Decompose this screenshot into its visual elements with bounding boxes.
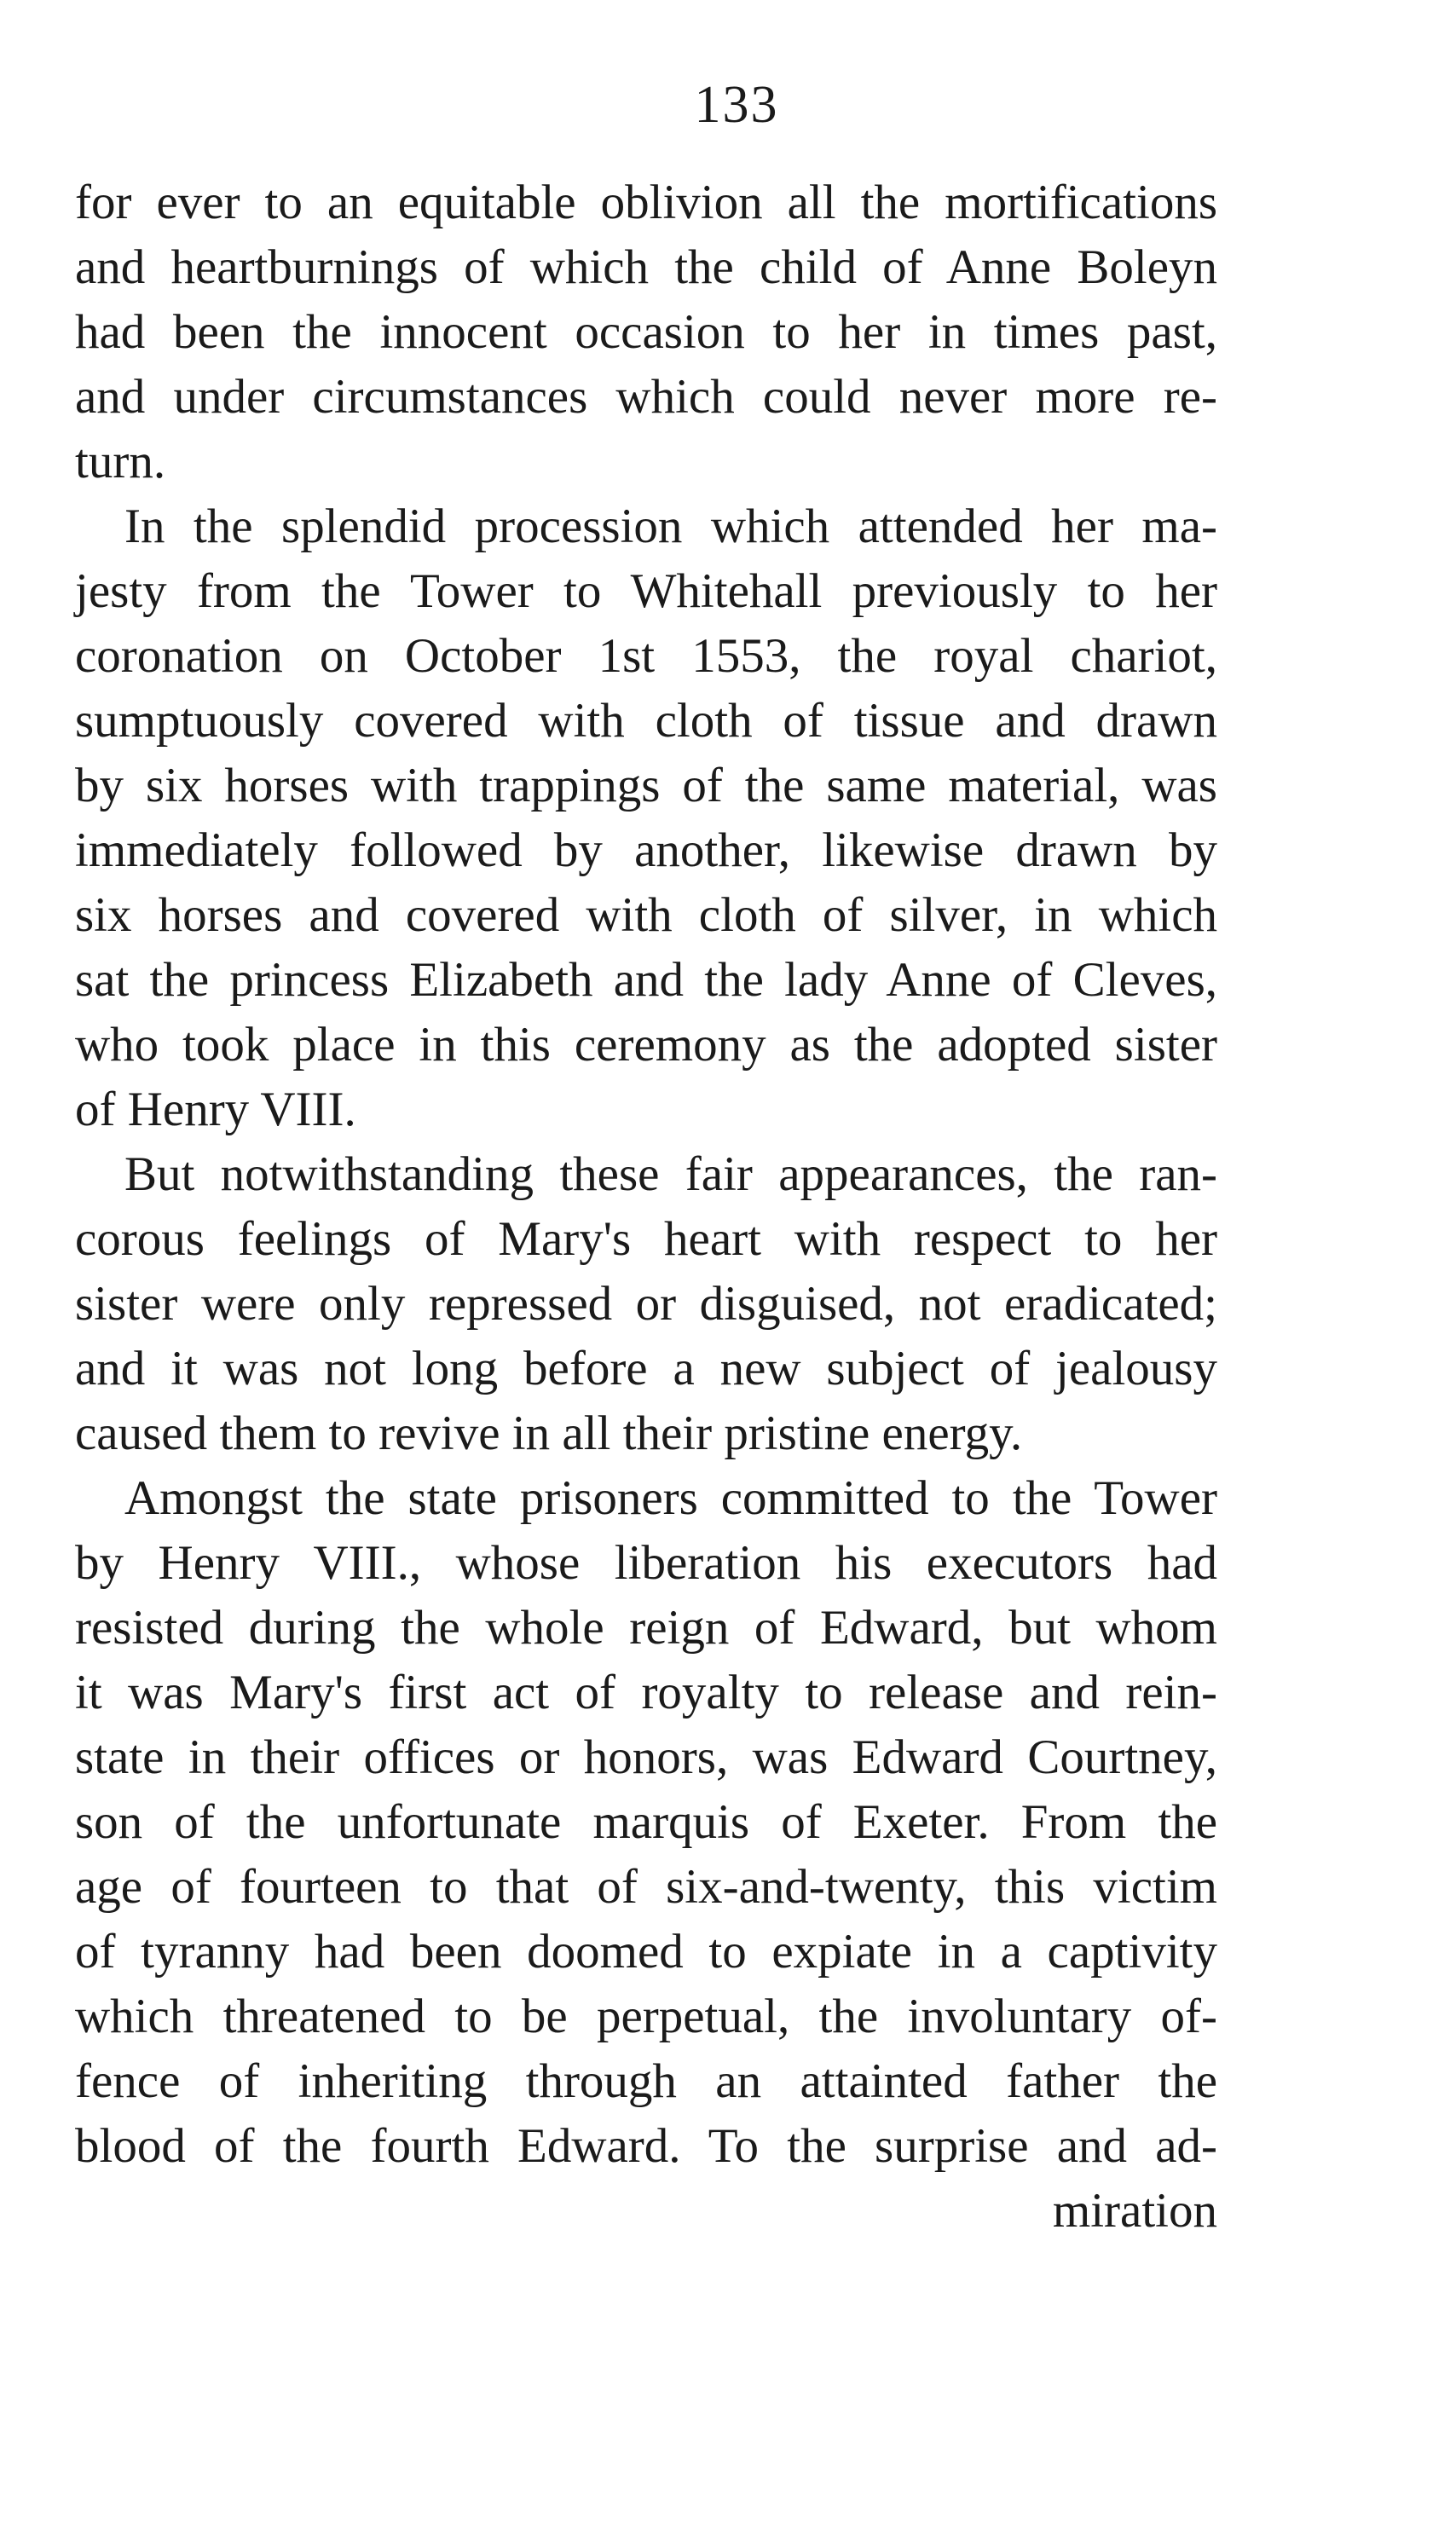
text-line: state in their offices or honors, was Edward Courtney, bbox=[75, 1730, 1217, 1784]
text-line: sumptuously covered with cloth of tissue and drawn bbox=[75, 694, 1217, 748]
text-line: and heartburnings of which the child of Anne Boleyn bbox=[75, 240, 1217, 294]
text-line: In the splendid procession which attended her ma- bbox=[124, 500, 1217, 553]
text-line: sister were only repressed or disguised, not eradicated; bbox=[75, 1277, 1217, 1331]
text-line: blood of the fourth Edward. To the surprise and ad- bbox=[75, 2119, 1217, 2173]
text-line: miration bbox=[1052, 2184, 1217, 2238]
text-line: and it was not long before a new subject of jealousy bbox=[75, 1342, 1217, 1395]
page-number: 133 bbox=[694, 76, 779, 134]
text-line: caused them to revive in all their pristine energy. bbox=[75, 1407, 1023, 1460]
text-line: by Henry VIII., whose liberation his executors had bbox=[75, 1536, 1217, 1590]
text-line: which threatened to be perpetual, the involuntary of- bbox=[75, 1990, 1217, 2043]
text-line: coronation on October 1st 1553, the royal chariot, bbox=[75, 629, 1217, 683]
text-line: son of the unfortunate marquis of Exeter. From the bbox=[75, 1795, 1217, 1849]
text-line: fence of inheriting through an attainted father the bbox=[75, 2054, 1217, 2108]
text-line: sat the princess Elizabeth and the lady Anne of Cleves, bbox=[75, 953, 1217, 1007]
text-line: it was Mary's first act of royalty to release and rein- bbox=[75, 1666, 1217, 1719]
text-line: Amongst the state prisoners committed to the Tower bbox=[124, 1471, 1217, 1525]
text-line: turn. bbox=[75, 435, 166, 488]
text-line: resisted during the whole reign of Edward, but whom bbox=[75, 1601, 1217, 1655]
text-line: by six horses with trappings of the same material, was bbox=[75, 759, 1217, 812]
text-line: of tyranny had been doomed to expiate in a captivity bbox=[75, 1925, 1217, 1979]
text-line: corous feelings of Mary's heart with respect to her bbox=[75, 1212, 1217, 1266]
text-line: immediately followed by another, likewise drawn by bbox=[75, 823, 1217, 877]
body-text bbox=[75, 170, 1217, 2244]
text-line: of Henry VIII. bbox=[75, 1083, 356, 1136]
text-line: jesty from the Tower to Whitehall previously to her bbox=[75, 564, 1217, 618]
text-line: age of fourteen to that of six-and-twenty, this victim bbox=[75, 1860, 1217, 1914]
text-line: for ever to an equitable oblivion all the mortifications bbox=[75, 176, 1217, 229]
text-line: But notwithstanding these fair appearances, the ran- bbox=[124, 1147, 1217, 1201]
text-line: who took place in this ceremony as the adopted sister bbox=[75, 1018, 1217, 1072]
text-line: had been the innocent occasion to her in times past, bbox=[75, 305, 1217, 359]
text-line: and under circumstances which could never more re- bbox=[75, 370, 1217, 424]
text-line: six horses and covered with cloth of silver, in which bbox=[75, 888, 1217, 942]
